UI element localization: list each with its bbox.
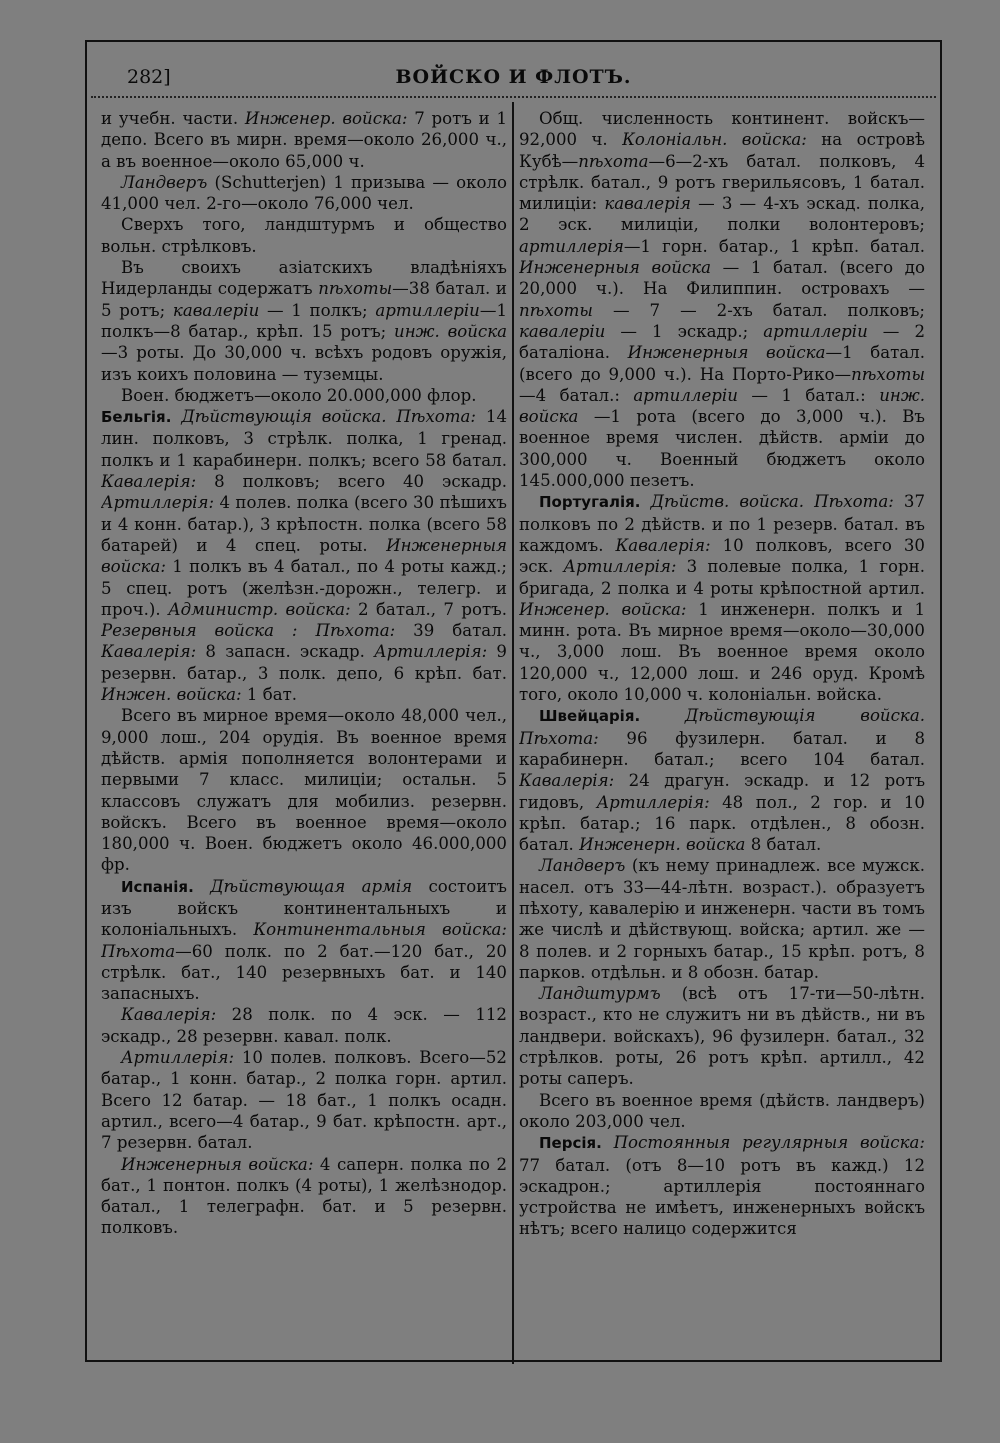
italic-term: Колоніальн. войска:	[622, 130, 807, 150]
text-run: —1 рота (всего до 3,000 ч.). Въ военное время числен. дѣйств. арміи до 300,000 ч. Военный бюджетъ около 145.000,000 пезетъ.	[519, 407, 925, 491]
italic-term: Инженерныя войска:	[101, 535, 507, 577]
italic-term: Резервныя войска : Пѣхота:	[101, 621, 396, 641]
text-run: —4 батал.:	[519, 385, 634, 405]
italic-term: Ландверъ	[539, 856, 626, 876]
text-run: Всего въ военное время (дѣйств. ландверъ) около 203,000 чел.	[519, 1090, 925, 1131]
text-run: 77 батал. (отъ 8—10 ротъ въ кажд.) 12 эскадрон.; артиллерія постояннаго устройства не имѣетъ, инженерныхъ войскъ нѣтъ; всего налицо содержится	[519, 1155, 925, 1239]
text-run: — 2 баталіона.	[519, 321, 925, 363]
section-heading: Персія.	[539, 1134, 602, 1153]
paragraph	[101, 1154, 507, 1239]
page-title: ВОЙСКО И ФЛОТЪ.	[395, 66, 632, 88]
text-run: (къ нему принадлеж. все мужск. насел. отъ 33—44-лѣтн. возраст.). образуетъ пѣхоту, кавалерію и инженерн. части въ томъ же числѣ и дѣйствующ. войска; артил. же — 8 полев. и 2 горныхъ батар., 15 крѣп. ротъ, 8 парков. отдѣльн. и 8 обозн. батар.	[519, 856, 925, 982]
paragraph	[101, 214, 507, 257]
italic-term: Артиллерія:	[563, 557, 677, 577]
text-run: 7 ротъ и 1 депо. Всего въ мирн. время—около 26,000 ч., а въ военное—около 65,000 ч.	[101, 109, 507, 171]
italic-term: Дѣйствующія войска. Пѣхота:	[519, 706, 925, 748]
italic-term: Ландверъ	[121, 172, 208, 192]
text-run: — 1 эскадр.;	[605, 321, 764, 341]
italic-term: артиллеріи	[633, 385, 738, 405]
italic-term: Кавалерія:	[101, 642, 197, 662]
paragraph	[519, 491, 925, 705]
text-run: 4 полев. полка (всего 30 пѣшихъ и 4 конн. батар.), 3 крѣпостн. полка (всего 58 батарей) и 4 спец. роты.	[101, 493, 507, 555]
text-run: (Schutterjen) 1 призыва — около 41,000 чел. 2-го—около 76,000 чел.	[101, 172, 507, 214]
text-run: 1 инженерн. полкъ и 1 минн. рота. Въ мирное время—около—30,000 ч., 3,000 лош. Въ военное время около 120,000 ч., 12,000 лош. и 246 оруд. Кромѣ того, около 10,000 ч. колоніальн. войска.	[519, 599, 925, 705]
italic-term: Кавалерія:	[121, 1005, 217, 1025]
text-run: 3 полевые полка, 1 горн. бригада, 2 полка и 4 роты крѣпостной артил.	[519, 557, 925, 598]
italic-term: артиллеріи	[763, 321, 868, 341]
italic-term: Администр. войска:	[168, 599, 351, 619]
text-run: 14 лин. полковъ, 3 стрѣлк. полка, 1 гренад. полкъ и 1 карабинерн. полкъ; всего 58 батал.	[101, 407, 507, 470]
italic-term: Инженерныя войска	[519, 258, 711, 278]
italic-term: Континентальныя войска: Пѣхота	[101, 920, 507, 961]
italic-term: пѣхоты	[318, 279, 393, 299]
left-column	[101, 108, 507, 1239]
paragraph	[519, 855, 925, 983]
text-run: 39 батал.	[395, 621, 507, 641]
italic-term: пѣхота	[578, 151, 649, 171]
text-run: Всего въ мирное время—около 48,000 чел., 9,000 лош., 204 орудія. Въ военное время дѣйств. армія пополняется волонтерами и первыми 7 класс. милиціи; остальн. 5 классовъ служатъ для мобилиз. резервн. войскъ. Всего въ военное время—около 180,000 ч. Воен. бюджетъ около 46.000,000 фр.	[101, 706, 507, 875]
column-divider	[512, 102, 514, 1364]
text-run: —1 полкъ—8 батар., крѣп. 15 ротъ;	[101, 300, 507, 341]
text-run: 24 драгун. эскадр. и 12 ротъ гидовъ,	[519, 771, 925, 812]
italic-term: Артиллерія:	[121, 1048, 235, 1068]
italic-term: Инженер. войска:	[519, 599, 687, 619]
paragraph	[519, 108, 925, 491]
italic-term: пѣхоты	[519, 300, 593, 320]
italic-term: Кавалерія:	[519, 771, 615, 791]
italic-term: Инженерн. войска	[579, 835, 746, 855]
text-run: 10 полев. полковъ. Всего—52 батар., 1 конн. батар., 2 полка горн. артил. Всего 12 батар. — 18 бат., 1 полкъ осадн. артил., всего—4 батар., 9 бат. крѣпостн. арт., 7 резервн. батал.	[101, 1048, 507, 1153]
text-run: —38 батал. и 5 ротъ;	[101, 279, 507, 320]
text-run: 96 фузилерн. батал. и 8 карабинерн. батал.; всего 104 батал.	[519, 728, 925, 769]
section-heading: Бельгія.	[101, 408, 172, 427]
text-run: 1 бат.	[241, 685, 298, 705]
italic-term: артиллеріи	[375, 300, 480, 320]
paragraph	[101, 1047, 507, 1153]
text-run: 1 полкъ въ 4 батал., по 4 роты кажд.; 5 спец. ротъ (желѣзн.-дорожн., телегр. и проч.).	[101, 557, 507, 619]
italic-term: Постоянныя регулярныя войска:	[601, 1133, 925, 1153]
section-heading: Швейцарія.	[539, 707, 641, 726]
book-page	[85, 40, 942, 1362]
text-run: 48 пол., 2 гор. и 10 крѣп. батар.; 16 парк. отдѣлен., 8 обозн. батал.	[519, 792, 925, 855]
text-run: Въ своихъ азіатскихъ владѣніяхъ Нидерланды содержатъ	[101, 258, 507, 299]
italic-term: Ландштурмъ	[539, 984, 661, 1004]
text-run: 8 батал.	[745, 835, 822, 855]
italic-term: Инженер. войска:	[244, 109, 408, 128]
italic-term: артиллерія	[519, 236, 624, 256]
paragraph	[519, 705, 925, 855]
text-run: — 7 — 2-хъ батал. полковъ;	[592, 300, 925, 320]
text-run: — 1 батал. (всего до 20,000 ч.). На Филиппин. островахъ —	[519, 258, 925, 299]
text-run: состоитъ изъ войскъ континентальныхъ и колоніальныхъ.	[101, 876, 507, 940]
italic-term: Инженерныя войска	[627, 343, 826, 363]
text-run: — 1 полкъ;	[259, 300, 376, 320]
paragraph	[101, 876, 507, 1005]
paragraph	[101, 172, 507, 215]
italic-term: Кавалерія:	[101, 472, 197, 492]
paragraph	[101, 108, 507, 172]
text-run: 28 полк. по 4 эск. — 112 эскадр., 28 резервн. кавал. полк.	[101, 1005, 507, 1046]
italic-term: Артиллерія:	[101, 493, 215, 513]
text-run: 9 резервн. батар., 3 полк. депо, 6 крѣп. бат.	[101, 642, 507, 683]
text-run: 37 полковъ по 2 дѣйств. и по 1 резерв. батал. въ каждомъ.	[519, 492, 925, 555]
italic-term: Артиллерія:	[374, 642, 488, 662]
text-run: —6—2-хъ батал. полковъ, 4 стрѣлк. батал., 9 ротъ гверильясовъ, 1 батал. милиціи:	[519, 151, 925, 214]
text-run: 8 запасн. эскадр.	[196, 642, 375, 662]
italic-term: Дѣйствующія войска. Пѣхота:	[171, 407, 477, 427]
page-header	[115, 62, 912, 92]
paragraph	[101, 406, 507, 705]
text-run: —3 роты. До 30,000 ч. всѣхъ родовъ оружія, изъ коихъ половина — туземцы.	[101, 343, 507, 384]
page-number: 282]	[127, 66, 171, 88]
paragraph	[101, 1004, 507, 1047]
italic-term: Кавалерія:	[615, 535, 711, 555]
right-column	[519, 108, 925, 1240]
italic-term: кавалеріи	[172, 300, 260, 320]
section-heading: Испанія.	[121, 877, 194, 896]
italic-term: Инжен. войска:	[101, 685, 242, 705]
italic-term: Инженерныя войска:	[121, 1154, 314, 1174]
paragraph	[519, 1132, 925, 1239]
italic-term: кавалеріи	[519, 321, 606, 341]
text-run: — 3 — 4-хъ эскад. полка, 2 эск. милиціи, полки волонтеровъ;	[519, 194, 925, 235]
text-run: 4 саперн. полка по 2 бат., 1 понтон. полкъ (4 роты), 1 желѣзнодор. батал., 1 телеграфн. бат. и 5 резервн. полковъ.	[101, 1154, 507, 1238]
italic-term: инж. войска	[394, 321, 507, 341]
text-run: Общ. численность континент. войскъ—92,000 ч.	[519, 109, 925, 150]
italic-term: кавалерія	[604, 194, 691, 214]
italic-term: Дѣйствующая армія	[193, 876, 413, 896]
italic-term: Артиллерія:	[596, 792, 710, 812]
paragraph	[101, 257, 507, 385]
italic-term: Дѣйств. войска. Пѣхота:	[640, 492, 894, 512]
italic-term: пѣхоты	[851, 364, 925, 384]
italic-term: инж. войска	[519, 385, 925, 427]
text-run: —60 полк. по 2 бат.—120 бат., 20 стрѣлк. бат., 140 резервныхъ бат. и 140 запасныхъ.	[101, 941, 507, 1004]
text-run: —1 батал. (всего до 9,000 ч.). На Порто-Рико—	[519, 343, 925, 384]
section-heading: Португалія.	[539, 493, 641, 512]
paragraph	[519, 983, 925, 1089]
text-run: (всѣ отъ 17-ти—50-лѣтн. возраст., кто не служитъ ни въ дѣйств., ни въ ландвери. войскахъ), 96 фузилерн. батал., 32 стрѣлков. роты, 26 ротъ крѣп. артилл., 42 роты саперъ.	[519, 984, 925, 1089]
paragraph	[101, 385, 507, 406]
text-run: —1 горн. батар., 1 крѣп. батал.	[623, 236, 925, 256]
text-run: и учебн. части.	[101, 109, 245, 128]
text-run: 2 батал., 7 ротъ.	[350, 599, 507, 619]
text-run: Воен. бюджетъ—около 20.000,000 флор.	[121, 385, 477, 405]
text-run: — 1 батал.:	[737, 385, 880, 405]
text-run: на островѣ Кубѣ—	[519, 130, 925, 171]
paragraph	[519, 1090, 925, 1133]
text-run: Сверхъ того, ландштурмъ и общество вольн. стрѣлковъ.	[101, 215, 507, 256]
paragraph	[101, 705, 507, 875]
text-run: 8 полковъ; всего 40 эскадр.	[196, 472, 507, 492]
text-run: 10 полковъ, всего 30 эск.	[519, 535, 925, 577]
